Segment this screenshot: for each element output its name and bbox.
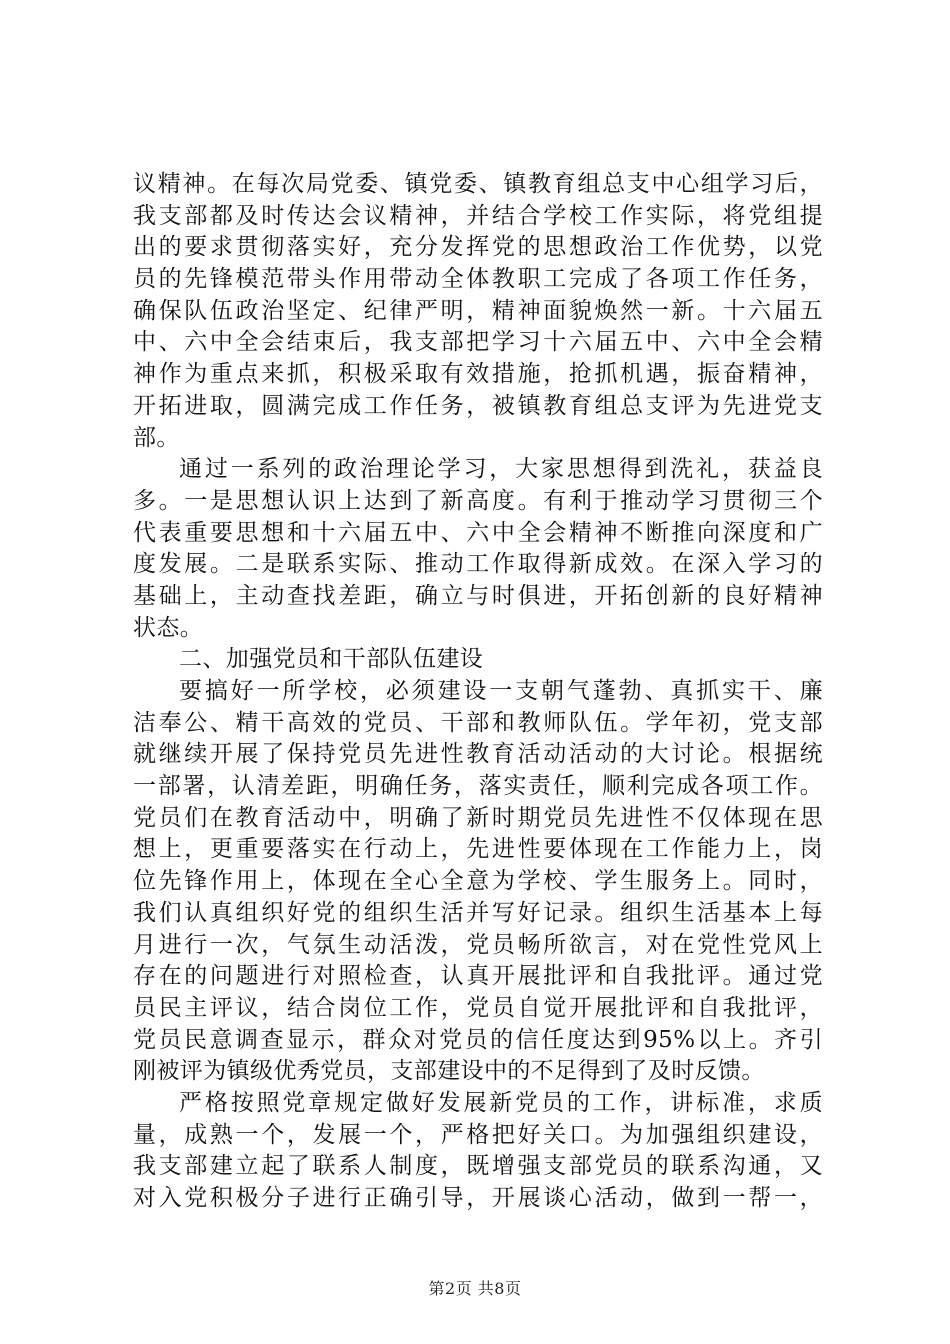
text-line: 通过一系列的政治理论学习，大家思想得到洗礼，获益良 [179,456,823,483]
body-text [133,169,823,1215]
text-line: 严格按照党章规定做好发展新党员的工作，讲标准，求质 [179,1089,823,1116]
text-line: 基础上，主动查找差距，确立与时俱进，开拓创新的良好精神 [133,582,823,609]
text-line: 员民主评议，结合岗位工作，党员自觉开展批评和自我批评， [133,994,823,1021]
text-line: 就继续开展了保持党员先进性教育活动活动的大讨论。根据统 [133,741,823,768]
text-line: 中、六中全会结束后，我支部把学习十六届五中、六中全会精 [133,329,823,356]
text-line: 对入党积极分子进行正确引导，开展谈心活动，做到一帮一， [133,1185,823,1211]
text-line: 我支部都及时传达会议精神，并结合学校工作实际，将党组提 [133,202,823,229]
text-line: 议精神。在每次局党委、镇党委、镇教育组总支中心组学习后， [133,171,823,197]
text-line: 位先锋作用上，体现在全心全意为学校、学生服务上。同时， [133,868,823,895]
text-line: 党员们在教育活动中，明确了新时期党员先进性不仅体现在思 [133,804,823,831]
text-line: 部。 [133,424,180,451]
text-line: 出的要求贯彻落实好，充分发挥党的思想政治工作优势，以党 [133,234,823,261]
text-line: 确保队伍政治坚定、纪律严明，精神面貌焕然一新。十六届五 [133,297,823,324]
text-line: 要搞好一所学校，必须建设一支朝气蓬勃、真抓实干、廉 [179,678,823,704]
text-line: 党员民意调查显示，群众对党员的信任度达到95%以上。齐引 [133,1026,823,1053]
text-line: 刚被评为镇级优秀党员，支部建设中的不足得到了及时反馈。 [133,1058,765,1085]
text-line: 存在的问题进行对照检查，认真开展批评和自我批评。通过党 [133,963,823,990]
text-line: 我们认真组织好党的组织生活并写好记录。组织生活基本上每 [133,899,823,926]
text-line: 多。一是思想认识上达到了新高度。有利于推动学习贯彻三个 [133,487,823,514]
text-line: 洁奉公、精干高效的党员、干部和教师队伍。学年初，党支部 [133,709,823,736]
text-line: 我支部建立起了联系人制度，既增强支部党员的联系沟通，又 [133,1153,823,1180]
section-heading: 二、加强党员和干部队伍建设 [179,646,484,673]
page-number-footer: 第2页 共8页 [428,1279,522,1298]
text-line: 员的先锋模范带头作用带动全体教职工完成了各项工作任务， [133,266,823,293]
text-line: 想上，更重要落实在行动上，先进性要体现在工作能力上，岗 [133,836,823,863]
text-line: 一部署，认清差距，明确任务，落实责任，顺利完成各项工作。 [133,773,823,800]
text-line: 代表重要思想和十六届五中、六中全会精神不断推向深度和广 [133,519,823,546]
text-line: 月进行一次，气氛生动活泼，党员畅所欲言，对在党性党风上 [133,931,823,958]
text-line: 状态。 [133,614,204,641]
text-line: 度发展。二是联系实际、推动工作取得新成效。在深入学习的 [133,551,823,578]
text-line: 神作为重点来抓，积极采取有效措施，抢抓机遇，振奋精神， [133,361,823,388]
text-line: 量，成熟一个，发展一个，严格把好关口。为加强组织建设， [133,1121,823,1148]
text-line: 开拓进取，圆满完成工作任务，被镇教育组总支评为先进党支 [133,392,823,419]
